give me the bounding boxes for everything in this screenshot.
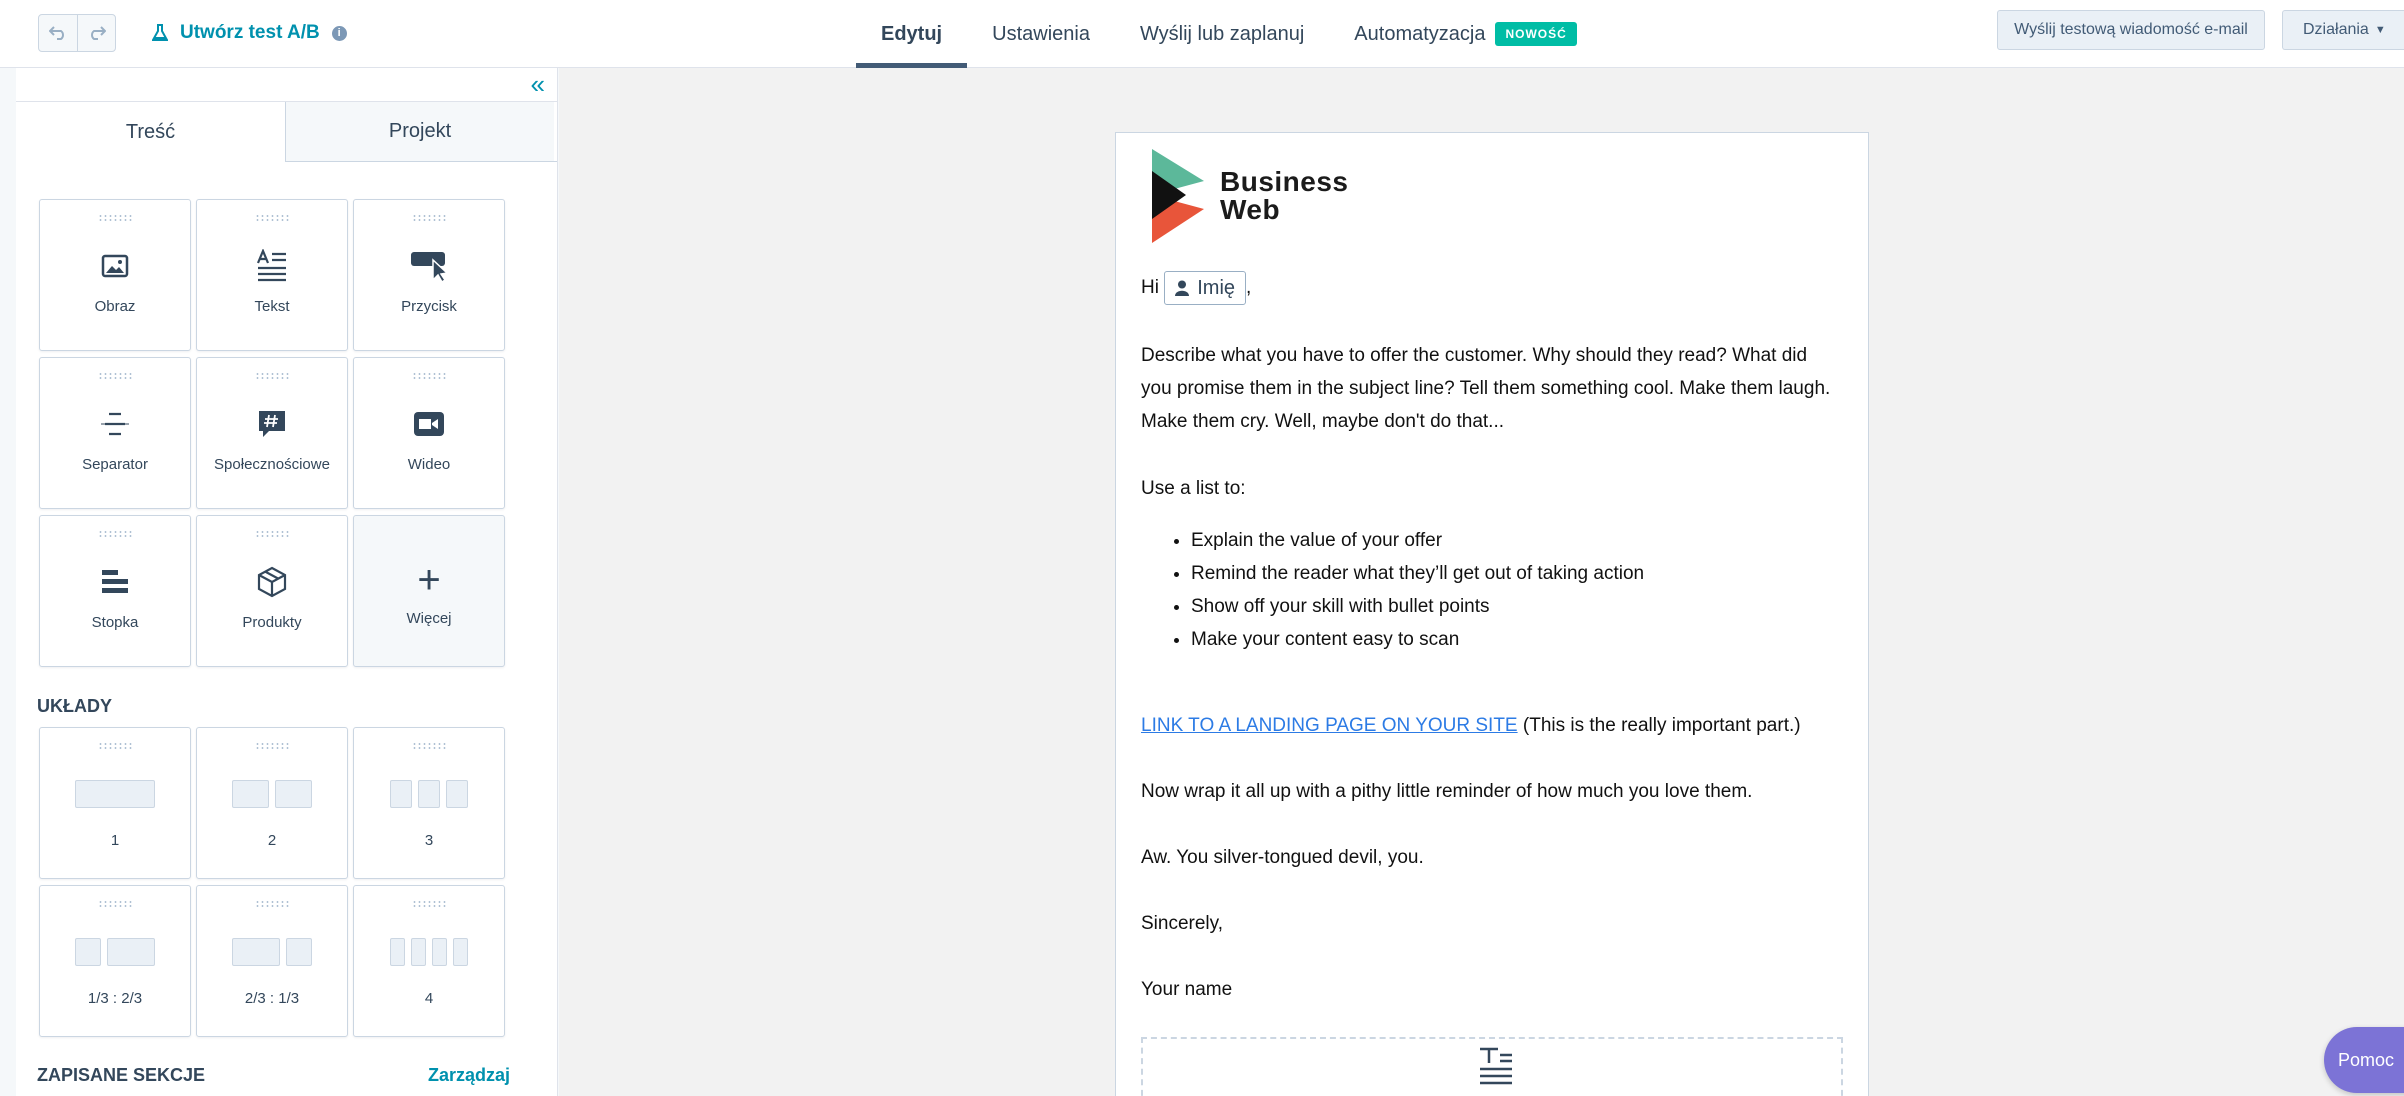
personalization-token[interactable] [1164, 271, 1246, 305]
ab-test-label: Utwórz test A/B [180, 22, 320, 43]
intro-paragraph: Describe what you have to offer the customer. Why should they read? What did you promise them in the subject line? Tell them something cool. Make them laugh. Make them cry. Well, maybe don't do that... [1141, 345, 1831, 432]
bullet-list [1191, 524, 1851, 656]
info-icon[interactable]: i [332, 26, 347, 41]
drag-handle-icon [412, 372, 446, 380]
layout-preview [390, 938, 468, 966]
layouts-title: UKŁADY [37, 696, 112, 716]
module-label: Więcej [406, 610, 452, 627]
layout-label: 2/3 : 1/3 [244, 990, 300, 1007]
greeting-line [1141, 271, 1841, 305]
signoff: Sincerely, [1141, 913, 1224, 934]
text-icon [1478, 1047, 1514, 1087]
product-icon [257, 566, 287, 598]
tab-automation[interactable] [1329, 0, 1602, 68]
drag-handle-icon [98, 214, 132, 222]
tab-content[interactable] [16, 102, 285, 163]
layout-1-column[interactable] [39, 727, 191, 879]
layout-4-columns[interactable] [353, 885, 505, 1037]
collapse-sidebar-icon[interactable]: « [530, 69, 545, 99]
tab-automation-label: Automatyzacja [1354, 22, 1486, 45]
send-test-email-button[interactable]: Wyślij testową wiadomość e-mail [1997, 10, 2265, 50]
plus-icon: + [417, 557, 441, 602]
layout-preview [75, 780, 155, 808]
undo-icon [49, 26, 67, 40]
drag-handle-icon [255, 530, 289, 538]
brand-line-1: Business [1220, 166, 1349, 197]
landing-page-link[interactable]: LINK TO A LANDING PAGE ON YOUR SITE [1141, 715, 1518, 736]
redo-icon [88, 26, 106, 40]
module-image[interactable] [39, 199, 191, 351]
wrap-up-paragraph: Now wrap it all up with a pithy little reminder of how much you love them. [1141, 781, 1753, 802]
actions-label: Działania [2303, 21, 2369, 38]
link-suffix: (This is the really important part.) [1517, 715, 1801, 736]
tab-design[interactable] [285, 102, 554, 161]
undo-button[interactable] [39, 15, 77, 51]
undo-redo-group [38, 14, 116, 52]
actions-dropdown[interactable] [2282, 10, 2404, 50]
footer-icon [100, 568, 130, 596]
layout-preview [75, 938, 155, 966]
manage-link[interactable]: Zarządzaj [428, 1065, 511, 1085]
layout-preview [232, 780, 312, 808]
tab-edit-label: Edytuj [881, 22, 943, 45]
drag-handle-icon [412, 900, 446, 908]
link-line [1141, 709, 1841, 742]
drag-handle-icon [98, 530, 132, 538]
module-more[interactable] [353, 515, 505, 667]
module-video[interactable] [353, 357, 505, 509]
list-item: • Explain the value of your offer [1191, 524, 1851, 557]
drag-handle-icon [255, 900, 289, 908]
layout-grid [39, 727, 505, 1037]
module-button[interactable] [353, 199, 505, 351]
tab-design-label: Projekt [388, 120, 452, 142]
module-label: Wideo [407, 456, 451, 473]
module-social[interactable] [196, 357, 348, 509]
drag-handle-icon [98, 372, 132, 380]
sidebar-tabs [16, 102, 557, 162]
layout-label: 4 [424, 990, 434, 1007]
tab-settings[interactable] [967, 0, 1115, 68]
list-item: • Show off your skill with bullet points [1191, 590, 1851, 623]
layout-label: 1 [110, 832, 120, 849]
layout-label: 3 [424, 832, 434, 849]
sidebar [16, 68, 558, 1096]
contact-icon [1175, 280, 1189, 296]
module-products[interactable] [196, 515, 348, 667]
layout-preview [232, 938, 312, 966]
module-grid [39, 199, 505, 667]
brand-line-2: Web [1220, 194, 1281, 225]
sidebar-collapse-row [16, 68, 557, 102]
caret-down-icon: ▼ [2374, 24, 2386, 36]
module-label: Tekst [254, 298, 290, 315]
footer-drop-area[interactable] [1141, 1037, 1843, 1096]
top-bar [0, 0, 2404, 68]
list-item: • Make your content easy to scan [1191, 623, 1851, 656]
image-icon [101, 254, 129, 278]
tab-send-label: Wyślij lub zaplanuj [1139, 22, 1305, 45]
tab-content-label: Treść [125, 121, 176, 143]
drag-handle-icon [412, 742, 446, 750]
drag-handle-icon [255, 742, 289, 750]
layout-label: 1/3 : 2/3 [87, 990, 143, 1007]
drag-handle-icon [412, 214, 446, 222]
brand-logo[interactable] [1146, 149, 1349, 243]
module-label: Separator [82, 456, 148, 473]
drag-handle-icon [98, 900, 132, 908]
social-icon [257, 409, 287, 439]
layout-label: 2 [267, 832, 277, 849]
business-web-logo-icon [1146, 149, 1206, 243]
greeting-text: Hi [1141, 277, 1159, 299]
module-label: Przycisk [401, 298, 457, 315]
module-label: Obraz [94, 298, 136, 315]
compliment-paragraph: Aw. You silver-tongued devil, you. [1141, 847, 1424, 868]
drag-handle-icon [255, 214, 289, 222]
redo-button[interactable] [77, 15, 115, 51]
drag-handle-icon [98, 742, 132, 750]
email-canvas [559, 68, 2404, 1096]
flask-icon [152, 24, 168, 42]
greeting-suffix: , [1246, 277, 1252, 299]
email-body[interactable] [1115, 132, 1869, 1096]
layout-2-columns[interactable] [196, 727, 348, 879]
token-label: Imię [1197, 276, 1236, 299]
module-separator[interactable] [39, 357, 191, 509]
layout-3-columns[interactable] [353, 727, 505, 879]
drag-handle-icon [255, 372, 289, 380]
module-text[interactable] [196, 199, 348, 351]
main-tabs [856, 0, 1602, 68]
signature: Your name [1141, 979, 1233, 1000]
module-label: Społecznościowe [214, 456, 330, 473]
layout-preview [390, 780, 468, 808]
tab-settings-label: Ustawienia [992, 22, 1090, 45]
tab-edit[interactable] [856, 0, 967, 68]
layout-2-3-1-3[interactable] [196, 885, 348, 1037]
module-footer[interactable] [39, 515, 191, 667]
help-button[interactable]: Pomoc [2324, 1027, 2404, 1093]
saved-sections-title: ZAPISANE SEKCJE [37, 1065, 206, 1085]
list-intro: Use a list to: [1141, 478, 1246, 499]
module-label: Stopka [91, 614, 139, 631]
new-badge: NOWOŚĆ [1495, 22, 1576, 46]
list-item: • Remind the reader what they’ll get out of taking action [1191, 557, 1851, 590]
separator-icon [99, 410, 131, 438]
button-icon [409, 250, 449, 282]
layout-1-3-2-3[interactable] [39, 885, 191, 1037]
module-label: Produkty [242, 614, 302, 631]
text-icon [256, 249, 288, 283]
create-ab-test-link[interactable] [152, 20, 347, 46]
tab-send-or-schedule[interactable] [1115, 0, 1329, 68]
video-icon [413, 411, 445, 437]
